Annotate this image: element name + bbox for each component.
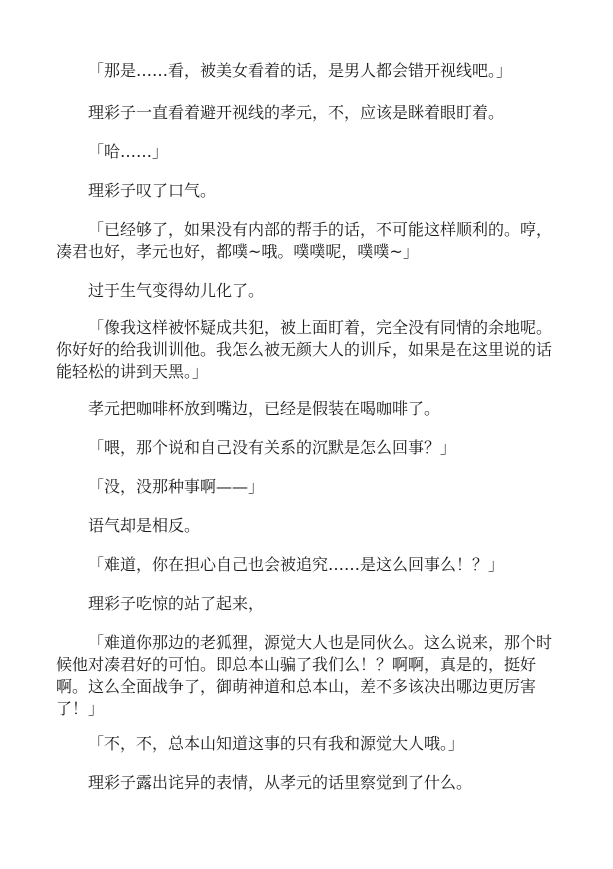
paragraph-8: 孝元把咖啡杯放到嘴边，已经是假装在喝咖啡了。 bbox=[88, 399, 441, 418]
paragraph-11: 语气却是相反。 bbox=[88, 516, 201, 535]
paragraph-6: 过于生气变得幼儿化了。 bbox=[88, 281, 265, 300]
paragraph-2: 理彩子一直看着避开视线的孝元，不，应该是眯着眼盯着。 bbox=[88, 103, 505, 122]
paragraph-9: 「喂，那个说和自己没有关系的沉默是怎么回事？」 bbox=[88, 438, 457, 457]
paragraph-15: 「不，不，总本山知道这事的只有我和源觉大人哦。」 bbox=[88, 734, 465, 753]
paragraph-7: 「像我这样被怀疑成共犯，被上面盯着，完全没有同情的余地呢。你好好的给我训训他。我怎么被无颜大人的训斥，如果是在这里说的话能轻松的讲到天黑。」 bbox=[56, 318, 553, 381]
paragraph-13: 理彩子吃惊的站了起来， bbox=[88, 594, 265, 613]
paragraph-10: 「没，没那种事啊——」 bbox=[88, 477, 265, 496]
paragraph-3: 「哈……」 bbox=[88, 142, 169, 161]
paragraph-12: 「难道，你在担心自己也会被追究……是这么回事么！？」 bbox=[88, 555, 505, 574]
paragraph-16: 理彩子露出诧异的表情，从孝元的话里察觉到了什么。 bbox=[88, 773, 473, 792]
paragraph-14: 「难道你那边的老狐狸，源觉大人也是同伙么。这么说来，那个时候他对凑君好的可怕。即总本山骗了我们么！？啊啊，真是的，挺好啊。这么全面战争了，御萌神道和总本山，差不多该决出哪边更厉害了！」 bbox=[56, 633, 553, 718]
paragraph-5: 「已经够了，如果没有内部的帮手的话，不可能这样顺利的。哼，凑君也好，孝元也好，都噗~哦。噗噗呢，噗噗~」 bbox=[56, 220, 553, 261]
paragraph-1: 「那是……看，被美女看着的话，是男人都会错开视线吧。」 bbox=[88, 61, 513, 80]
paragraph-4: 理彩子叹了口气。 bbox=[88, 181, 217, 200]
